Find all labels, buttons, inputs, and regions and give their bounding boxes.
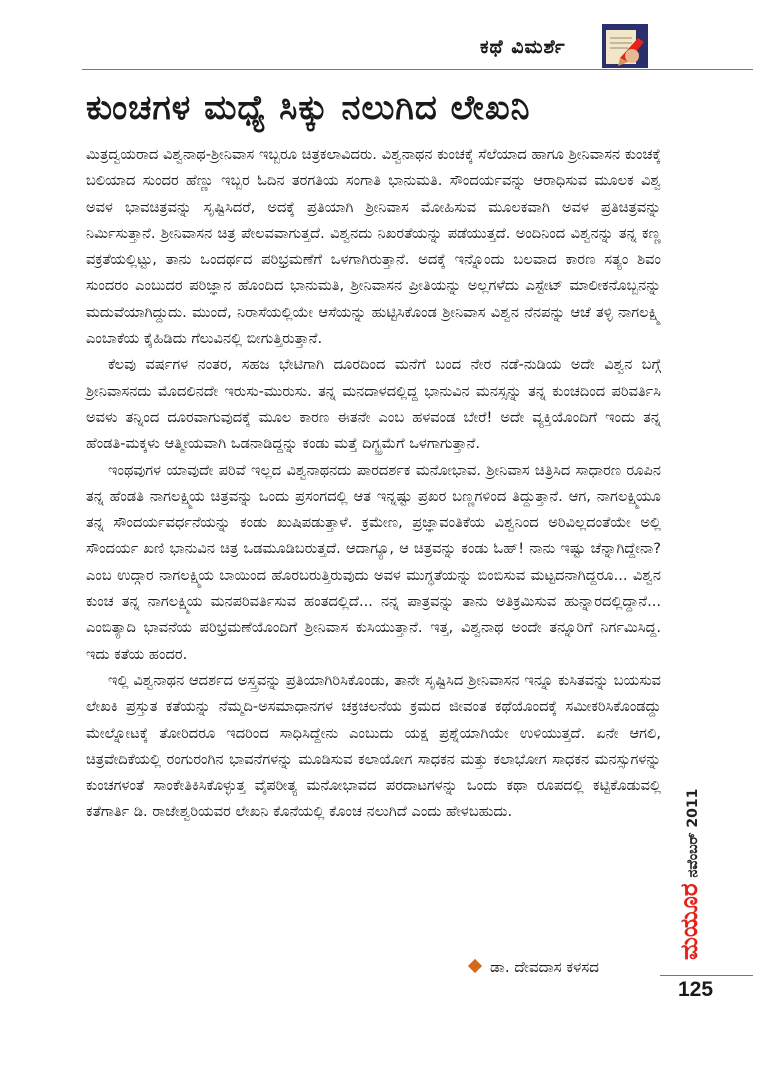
author-name: ಡಾ. ದೇವದಾಸ ಕಳಸದ: [490, 958, 599, 976]
footer-rule: [660, 975, 753, 976]
writing-hand-icon: [602, 24, 648, 68]
article-paragraph: ಮಿತ್ರದ್ವಯರಾದ ವಿಶ್ವನಾಥ-ಶ್ರೀನಿವಾಸ ಇಬ್ಬರೂ ಚಿತ್ರಕಲಾವಿದರು. ವಿಶ್ವನಾಥನ ಕುಂಚಕ್ಕೆ ಸೆಲೆಯಾದ ಹಾಗೂ ಶ್ರೀನಿವಾಸನ ಕುಂಚಕ್ಕೆ ಬಲಿಯಾದ ಸುಂದರ ಹೆಣ್ಣು ಇಬ್ಬರ ಓದಿನ ತರಗತಿಯ ಸಂಗಾತಿ ಭಾನುಮತಿ. ಸೌಂದರ್ಯವನ್ನು ಆರಾಧಿಸುವ ಮೂಲಕ ವಿಶ್ವ ಅವಳ ಭಾವಚಿತ್ರವನ್ನು ಸೃಷ್ಟಿಸಿದರೆ, ಅದಕ್ಕೆ ಪ್ರತಿಯಾಗಿ ಶ್ರೀನಿವಾಸ ಮೋಹಿಸುವ ಮೂಲಕವಾಗಿ ಅವಳ ಪ್ರತಿಚಿತ್ರವನ್ನು ನಿರ್ಮಿಸುತ್ತಾನೆ. ಶ್ರೀನಿವಾಸನ ಚಿತ್ರ ಪೇಲವವಾಗುತ್ತದೆ. ವಿಶ್ವನದು ನಿಖರತೆಯನ್ನು ಪಡೆಯುತ್ತದೆ. ಅಂದಿನಿಂದ ವಿಶ್ವನನ್ನು ತನ್ನ ಕಣ್ಣ ವಕ್ರತೆಯಲ್ಲಿಟ್ಟು, ತಾನು ಒಂದರ್ಥದ ಪರಿಭ್ರಮಣೆಗೆ ಒಳಗಾಗಿರುತ್ತಾನೆ. ಅದಕ್ಕೆ ಇನ್ನೊಂದು ಬಲವಾದ ಕಾರಣ ಸತ್ಯಂ ಶಿವಂ ಸುಂದರಂ ಎಂಬುದರ ಪರಿಜ್ಞಾನ ಹೊಂದಿದ ಭಾನುಮತಿ, ಶ್ರೀನಿವಾಸನ ಪ್ರೀತಿಯನ್ನು ಅಲ್ಲಗಳೆದು ಎಸ್ಟೇಟ್ ಮಾಲೀಕನೊಬ್ಬನನ್ನು ಮದುವೆಯಾಗಿದ್ದುದು. ಮುಂದೆ, ನಿರಾಸೆಯಲ್ಲಿಯೇ ಆಸೆಯನ್ನು ಹುಟ್ಟಿಸಿಕೊಂಡ ಶ್ರೀನಿವಾಸ ವಿಶ್ವನ ನೆನಪನ್ನು ಆಚೆ ತಳ್ಳಿ ನಾಗಲಕ್ಷ್ಮಿ ಎಂಬಾಕೆಯ ಕೈಹಿಡಿದು ಗೆಲುವಿನಲ್ಲಿ ಬೀಗುತ್ತಿರುತ್ತಾನೆ.: [86, 146, 661, 348]
section-title: ಕಥೆ ವಿಮರ್ಶೆ: [480, 36, 566, 58]
header-rule: [82, 69, 753, 70]
article-paragraph: ಇಲ್ಲಿ ವಿಶ್ವನಾಥನ ಆದರ್ಶದ ಅಸ್ತ್ರವನ್ನು ಪ್ರತಿಯಾಗಿರಿಸಿಕೊಂಡು, ತಾನೇ ಸೃಷ್ಟಿಸಿದ ಶ್ರೀನಿವಾಸನ ಇನ್ನೂ ಕುಸಿತವನ್ನು ಬಯಸುವ ಲೇಖಕಿ ಪ್ರಸ್ತುತ ಕತೆಯನ್ನು ನೆಮ್ಮದಿ-ಅಸಮಾಧಾನಗಳ ಚಕ್ರಚಲನೆಯ ಕ್ರಮದ ಜೀವಂತ ಕಥೆಯೊಂದಕ್ಕೆ ಸಮೀಕರಿಸಿಕೊಂಡದ್ದು ಮೇಲ್ನೋಟಕ್ಕೆ ತೋರಿದರೂ ಇದರಿಂದ ಸಾಧಿಸಿದ್ದೇನು ಎಂಬುದು ಯಕ್ಷ ಪ್ರಶ್ನೆಯಾಗಿಯೇ ಉಳಿಯುತ್ತದೆ. ಏನೇ ಆಗಲಿ, ಚಿತ್ರವೇದಿಕೆಯಲ್ಲಿ ರಂಗುರಂಗಿನ ಭಾವನೆಗಳನ್ನು ಮೂಡಿಸುವ ಕಲಾಯೋಗ ಸಾಧಕನ ಮತ್ತು ಕಲಾಭೋಗ ಸಾಧಕನ ಮನಸ್ಸುಗಳನ್ನು ಕುಂಚಗಳಂತೆ ಸಾಂಕೇತಿಕಿಸಿಕೊಳ್ಳುತ್ತ ವೈಪರೀತ್ಯ ಮನೋಭಾವದ ಪರದಾಟಗಳನ್ನು ಒಂದು ಕಥಾ ರೂಪದಲ್ಲಿ ಕಟ್ಟಿಕೊಡುವಲ್ಲಿ ಕತೆಗಾರ್ತಿ ಡಿ. ರಾಜೇಶ್ವರಿಯವರ ಲೇಖನಿ ಕೊನೆಯಲ್ಲಿ ಕೊಂಚ ನಲುಗಿದೆ ಎಂದು ಹೇಳಬಹುದು.: [86, 671, 661, 821]
section-header: [470, 24, 670, 70]
page-number: 125: [678, 978, 714, 1001]
diamond-bullet-icon: [468, 959, 482, 973]
issue-date: ನವೆಂಬರ್ 2011: [685, 788, 701, 878]
magazine-logo: ಮಯೂರ: [675, 883, 703, 960]
article-title: ಕುಂಚಗಳ ಮಧ್ಯೆ ಸಿಕ್ಕು ನಲುಗಿದ ಲೇಖನಿ: [86, 88, 531, 128]
author-byline: [470, 954, 599, 980]
magazine-spine: [672, 789, 706, 960]
article-paragraph: ಇಂಥವುಗಳ ಯಾವುದೇ ಪರಿವೆ ಇಲ್ಲದ ವಿಶ್ವನಾಥನದು ಪಾರದರ್ಶಕ ಮನೋಭಾವ. ಶ್ರೀನಿವಾಸ ಚಿತ್ರಿಸಿದ ಸಾಧಾರಣ ರೂಪಿನ ತನ್ನ ಹೆಂಡತಿ ನಾಗಲಕ್ಷ್ಮಿಯ ಚಿತ್ರವನ್ನು ಒಂದು ಪ್ರಸಂಗದಲ್ಲಿ ಆತ ಇನ್ನಷ್ಟು ಪ್ರಖರ ಬಣ್ಣಗಳಿಂದ ತಿದ್ದುತ್ತಾನೆ. ಆಗ, ನಾಗಲಕ್ಷ್ಮಿಯೂ ತನ್ನ ಸೌಂದರ್ಯವರ್ಧನೆಯನ್ನು ಕಂಡು ಖುಷಿಪಡುತ್ತಾಳೆ. ಕ್ರಮೇಣ, ಪ್ರಜ್ಞಾವಂತಿಕೆಯ ವಿಶ್ವನಿಂದ ಅರಿವಿಲ್ಲದಂತೆಯೇ ಅಲ್ಲಿ ಸೌಂದರ್ಯ ಖಣಿ ಭಾನುವಿನ ಚಿತ್ರ ಒಡಮೂಡಿಬರುತ್ತದೆ. ಆದಾಗ್ಯೂ, ಆ ಚಿತ್ರವನ್ನು ಕಂಡು ಓಹ್! ನಾನು ಇಷ್ಟು ಚೆನ್ನಾಗಿದ್ದೇನಾ? ಎಂಬ ಉದ್ಗಾರ ನಾಗಲಕ್ಷ್ಮಿಯ ಬಾಯಿಂದ ಹೊರಬರುತ್ತಿರುವುದು ಅವಳ ಮುಗ್ಧತೆಯನ್ನು ಬಿಂಬಿಸುವ ಮಟ್ಟದನಾಗಿದ್ದರೂ... ವಿಶ್ವನ ಕುಂಚ ತನ್ನ ನಾಗಲಕ್ಷ್ಮಿಯ ಮನಪರಿವರ್ತಿಸುವ ಹಂತದಲ್ಲಿದೆ... ನನ್ನ ಪಾತ್ರವನ್ನು ತಾನು ಅತಿಕ್ರಮಿಸುವ ಹುನ್ನಾರದಲ್ಲಿದ್ದಾನೆ... ಎಂಬಿತ್ಯಾದಿ ಭಾವನೆಯ ಪರಿಭ್ರಮಣೆಯೊಂದಿಗೆ ಶ್ರೀನಿವಾಸ ಕುಸಿಯುತ್ತಾನೆ. ಇತ್ತ, ವಿಶ್ವನಾಥ ಅಂದೇ ತನ್ನೂರಿಗೆ ನಿರ್ಗಮಿಸಿದ್ದ. ಇದು ಕತೆಯ ಹಂದರ.: [86, 461, 661, 663]
article-body: [86, 142, 661, 826]
article-paragraph: ಕೆಲವು ವರ್ಷಗಳ ನಂತರ, ಸಹಜ ಭೇಟಿಗಾಗಿ ದೂರದಿಂದ ಮನೆಗೆ ಬಂದ ನೇರ ನಡೆ-ನುಡಿಯ ಅದೇ ವಿಶ್ವನ ಬಗ್ಗೆ ಶ್ರೀನಿವಾಸನದು ಮೊದಲಿನದೇ ಇರುಸು-ಮುರುಸು. ತನ್ನ ಮನದಾಳದಲ್ಲಿದ್ದ ಭಾನುವಿನ ಮನಸ್ಸನ್ನು ತನ್ನ ಕುಂಚದಿಂದ ಪರಿವರ್ತಿಸಿ ಅವಳು ತನ್ನಿಂದ ದೂರವಾಗುವುದಕ್ಕೆ ಮೂಲ ಕಾರಣ ಈತನೇ ಎಂಬ ಹಳವಂಡ ಬೇರೆ! ಅದೇ ವ್ಯಕ್ತಿಯೊಂದಿಗೆ ಇಂದು ತನ್ನ ಹೆಂಡತಿ-ಮಕ್ಕಳು ಆತ್ಮೀಯವಾಗಿ ಒಡನಾಡಿದ್ದನ್ನು ಕಂಡು ಮತ್ತೆ ದಿಗ್ಭ್ರಮೆಗೆ ಒಳಗಾಗುತ್ತಾನೆ.: [86, 356, 661, 453]
